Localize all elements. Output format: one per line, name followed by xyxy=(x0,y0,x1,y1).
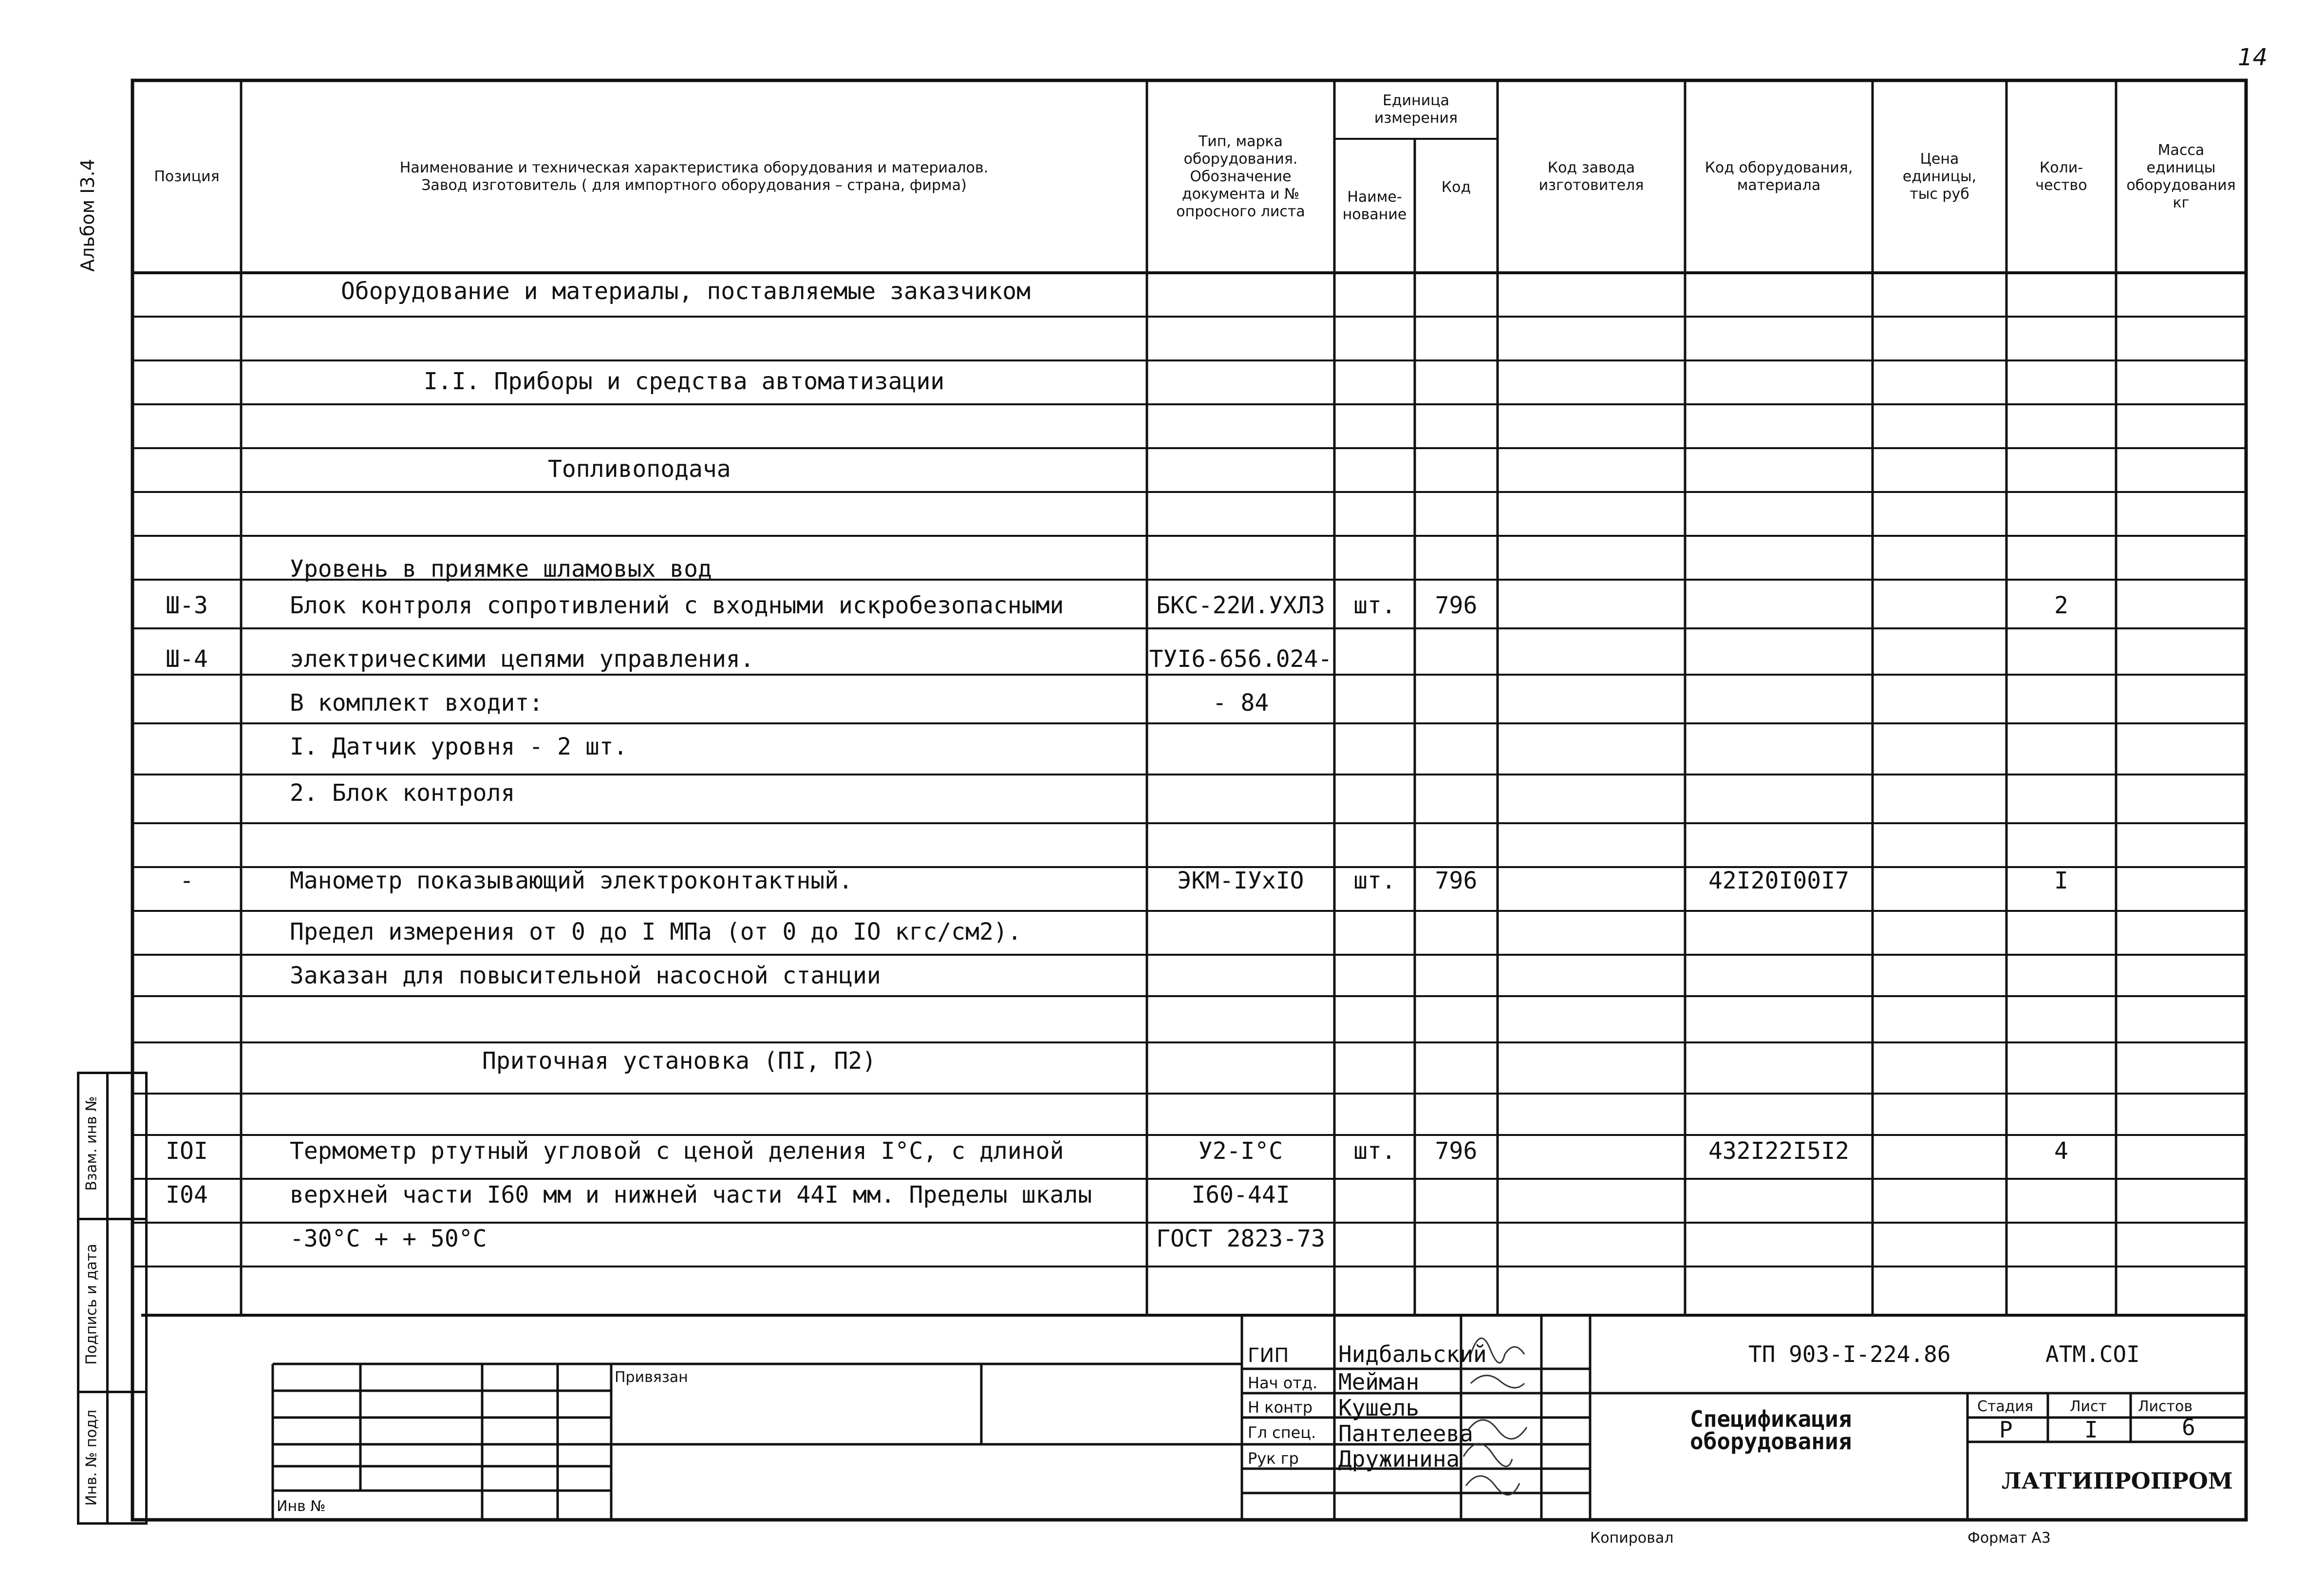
row-type: ЭКМ-IУхIО xyxy=(1177,867,1304,894)
row-position: - xyxy=(180,867,194,894)
doc-title: Спецификация оборудования xyxy=(1690,1406,1852,1455)
row-position: I04 xyxy=(166,1181,208,1209)
header-name: Наименование и техническая характеристика оборудования и материалов. Завод изготовитель ( для импортного оборудования – страна, фирма) xyxy=(399,159,989,194)
header-position: Позиция xyxy=(154,168,220,185)
format-label: Формат А3 xyxy=(1968,1530,2051,1547)
doc-code: АТМ.СОI xyxy=(2045,1341,2140,1367)
organization: ЛАТГИПРОПРОМ xyxy=(2002,1468,2233,1494)
header-unit-name: Наиме- нование xyxy=(1342,188,1407,223)
row-equip-code: 42I20I00I7 xyxy=(1708,867,1849,894)
row-name: I.I. Приборы и средства автоматизации xyxy=(424,368,945,395)
name-3: Кушель xyxy=(1338,1395,1420,1421)
row-unit: шт. xyxy=(1353,867,1396,894)
row-unit: шт. xyxy=(1353,1137,1396,1165)
row-type: У2-I°С xyxy=(1198,1137,1283,1165)
stamp-label-signature: Подпись и дата xyxy=(83,1244,100,1365)
doc-number: ТП 903-I-224.86 xyxy=(1748,1341,1951,1367)
sheets-label: Листов xyxy=(2138,1398,2193,1415)
header-unit: Единица измерения xyxy=(1374,92,1458,127)
row-position: IOI xyxy=(166,1137,208,1165)
name-4: Пантелеева xyxy=(1338,1420,1473,1447)
row-type: ТУI6-656.024- xyxy=(1149,645,1332,673)
row-name: Манометр показывающий электроконтактный. xyxy=(290,867,853,894)
row-type: ГОСТ 2823-73 xyxy=(1156,1225,1325,1252)
row-quantity: I xyxy=(2054,867,2068,894)
inv-label: Инв № xyxy=(277,1498,326,1515)
stamp-label-inv: Инв. № подл xyxy=(83,1409,100,1506)
name-2: Мейман xyxy=(1338,1369,1420,1395)
stamp-label-replace: Взам. инв № xyxy=(83,1096,100,1191)
row-type: БКС-22И.УХЛ3 xyxy=(1156,592,1325,619)
role-gip: ГИП xyxy=(1248,1344,1289,1367)
header-unit-code: Код xyxy=(1441,179,1471,196)
row-name: I. Датчик уровня - 2 шт. xyxy=(290,733,628,760)
row-name: В комплект входит: xyxy=(290,689,544,717)
row-name: Блок контроля сопротивлений с входными искробезопасными xyxy=(290,592,1064,619)
sheets-value: 6 xyxy=(2182,1414,2195,1440)
header-type: Тип, марка оборудования. Обозначение документа и № опросного листа xyxy=(1176,132,1305,220)
row-name: верхней части I60 мм и нижней части 44I мм. Пределы шкалы xyxy=(290,1181,1092,1209)
row-unit: шт. xyxy=(1353,592,1396,619)
row-unit-code: 796 xyxy=(1435,592,1478,619)
header-equip-code: Код оборудования, материала xyxy=(1705,159,1853,194)
copied-label: Копировал xyxy=(1590,1530,1674,1547)
role-head-dept: Нач отд. xyxy=(1248,1374,1318,1392)
name-1: Нидбальский xyxy=(1338,1341,1487,1367)
row-name: 2. Блок контроля xyxy=(290,779,515,807)
header-quantity: Коли- чество xyxy=(2035,159,2087,194)
row-position: Ш-4 xyxy=(166,645,208,673)
row-quantity: 4 xyxy=(2054,1137,2068,1165)
row-quantity: 2 xyxy=(2054,592,2068,619)
name-5: Дружинина xyxy=(1338,1446,1460,1472)
row-name: Термометр ртутный угловой с ценой деления I°С, с длиной xyxy=(290,1137,1064,1165)
sheet-value: I xyxy=(2084,1417,2098,1443)
row-name: электрическими цепями управления. xyxy=(290,645,754,673)
stage-label: Стадия xyxy=(1977,1398,2034,1415)
row-name: Заказан для повысительной насосной станции xyxy=(290,962,881,989)
header-mass: Масса единицы оборудования кг xyxy=(2126,141,2236,211)
role-norm-control: Н контр xyxy=(1248,1398,1313,1417)
album-label: Альбом I3.4 xyxy=(77,159,98,272)
row-name: Топливоподача xyxy=(548,455,731,483)
page-number: 14 xyxy=(2238,44,2268,71)
row-unit-code: 796 xyxy=(1435,1137,1478,1165)
role-chief-spec: Гл спец. xyxy=(1248,1423,1316,1442)
header-factory-code: Код завода изготовителя xyxy=(1538,159,1644,194)
role-group-lead: Рук гр xyxy=(1248,1449,1299,1468)
row-name: Приточная установка (ПI, П2) xyxy=(482,1047,877,1075)
row-equip-code: 432I22I5I2 xyxy=(1708,1137,1849,1165)
row-unit-code: 796 xyxy=(1435,867,1478,894)
row-type: I60-44I xyxy=(1191,1181,1290,1209)
row-name: Уровень в приямке шламовых вод xyxy=(290,555,712,583)
row-name: Оборудование и материалы, поставляемые заказчиком xyxy=(341,278,1031,305)
row-name: -30°С + + 50°С xyxy=(290,1225,487,1252)
row-name: Предел измерения от 0 до I МПа (от 0 до IО кгс/см2). xyxy=(290,918,1022,945)
privyazan-label: Привязан xyxy=(615,1369,688,1386)
header-price: Цена единицы, тыс руб xyxy=(1902,150,1977,203)
sheet-label: Лист xyxy=(2070,1398,2107,1415)
row-type: - 84 xyxy=(1212,689,1269,717)
row-position: Ш-3 xyxy=(166,592,208,619)
stage-value: Р xyxy=(1999,1417,2013,1443)
